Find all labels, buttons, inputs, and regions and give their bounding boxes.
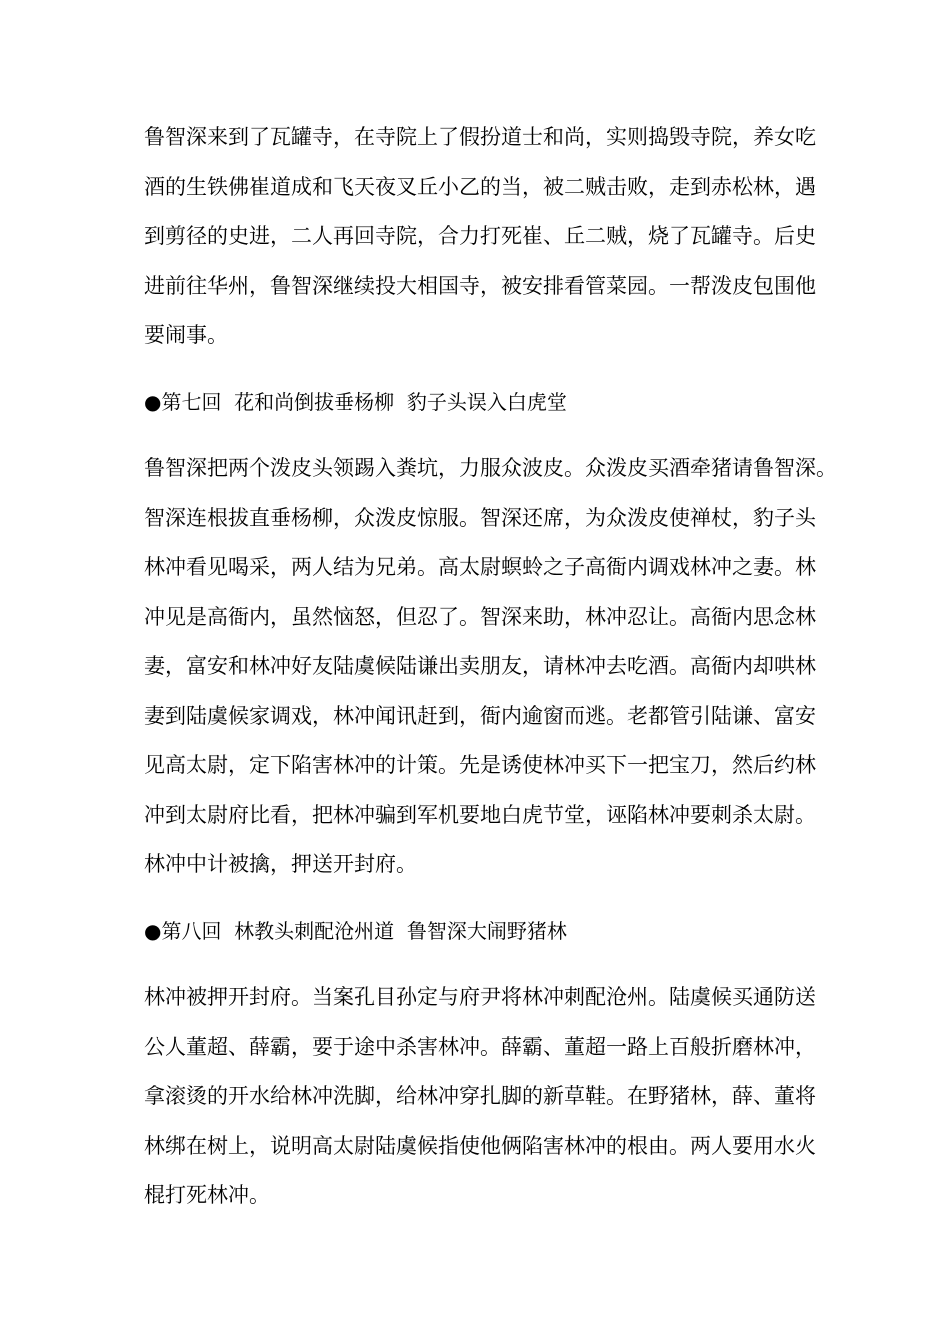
paragraph-line: 到剪径的史进，二人再回寺院，合力打死崔、丘二贼，烧了瓦罐寺。后史 xyxy=(144,224,816,248)
paragraph-line: 林冲被押开封府。当案孔目孙定与府尹将林冲刺配沧州。陆虞候买通防送 xyxy=(144,985,816,1009)
paragraph-line: 拿滚烫的开水给林冲洗脚，给林冲穿扎脚的新草鞋。在野猪林，薛、董将 xyxy=(144,1084,816,1108)
paragraph-line: 公人董超、薛霸，要于途中杀害林冲。薛霸、董超一路上百般折磨林冲， xyxy=(144,1034,816,1059)
paragraph-line: 智深连根拔直垂杨柳，众泼皮惊服。智深还席，为众泼皮使禅杖，豹子头 xyxy=(144,505,816,530)
paragraph-line: 妻到陆虞候家调戏，林冲闻讯赶到，衙内逾窗而逃。老都管引陆谦、富安 xyxy=(144,703,816,728)
paragraph-line: 林绑在树上，说明高太尉陆虞候指使他俩陷害林冲的根由。两人要用水火 xyxy=(144,1133,816,1158)
paragraph-2 xyxy=(144,444,837,890)
chapter-8-heading: ●第八回 林教头刺配沧州道 鲁智深大闹野猪林 xyxy=(144,918,567,943)
paragraph-line: 鲁智深把两个泼皮头领踢入粪坑，力服众波皮。众泼皮买酒牵猪请鲁智深。 xyxy=(144,456,837,480)
paragraph-1 xyxy=(144,113,824,361)
paragraph-line: 林冲中计被擒，押送开封府。 xyxy=(144,852,417,876)
paragraph-line: 林冲看见喝采，两人结为兄弟。高太尉螟蛉之子高衙内调戏林冲之妻。林 xyxy=(144,555,816,579)
document-body xyxy=(144,113,837,1221)
paragraph-line: 冲见是高衙内，虽然恼怒，但忍了。智深来助，林冲忍让。高衙内思念林 xyxy=(144,604,816,629)
paragraph-line: 酒的生铁佛崔道成和飞天夜叉丘小乙的当，被二贼击败，走到赤松林，遇 xyxy=(144,174,816,199)
paragraph-line: 要闹事。 xyxy=(144,323,228,347)
paragraph-line: 鲁智深来到了瓦罐寺，在寺院上了假扮道士和尚，实则捣毁寺院，养女吃 xyxy=(144,125,816,149)
paragraph-line: 冲到太尉府比看，把林冲骗到军机要地白虎节堂，诬陷林冲要刺杀太尉。 xyxy=(144,802,816,827)
chapter-7-heading: ●第七回 花和尚倒拔垂杨柳 豹子头误入白虎堂 xyxy=(144,389,567,414)
paragraph-3 xyxy=(144,973,824,1221)
paragraph-line: 妻，富安和林冲好友陆虞候陆谦出卖朋友，请林冲去吃酒。高衙内却哄林 xyxy=(144,654,816,678)
paragraph-line: 棍打死林冲。 xyxy=(144,1183,270,1207)
paragraph-line: 进前往华州，鲁智深继续投大相国寺，被安排看管菜园。一帮泼皮包围他 xyxy=(144,273,816,298)
paragraph-line: 见高太尉，定下陷害林冲的计策。先是诱使林冲买下一把宝刀，然后约林 xyxy=(144,753,816,777)
